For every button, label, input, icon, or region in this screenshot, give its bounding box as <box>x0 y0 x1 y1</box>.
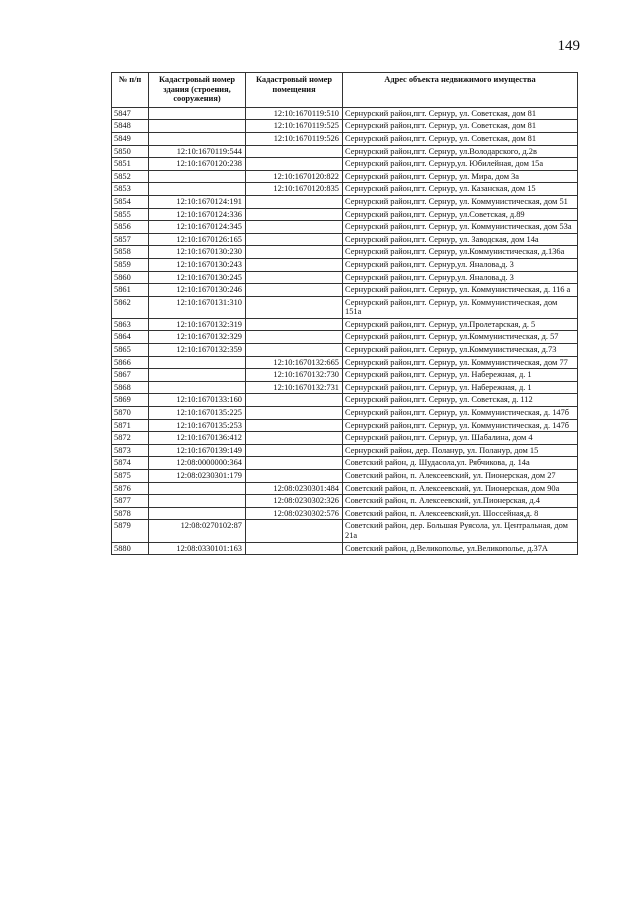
object-address: Сернурский район,пгт. Сернур, ул.Володарского, д.2в <box>343 145 578 158</box>
row-number: 5864 <box>112 331 149 344</box>
object-address: Сернурский район,пгт. Сернур, ул. Советская, дом 81 <box>343 132 578 145</box>
header-building-cadastral: Кадастровый номер здания (строения, сооружения) <box>149 73 246 108</box>
building-cadastral-number <box>149 356 246 369</box>
building-cadastral-number <box>149 495 246 508</box>
room-cadastral-number <box>246 444 343 457</box>
object-address: Сернурский район,пгт. Сернур, ул.Коммунистическая, д.136а <box>343 246 578 259</box>
object-address: Сернурский район,пгт. Сернур, ул. Советская, дом 81 <box>343 107 578 120</box>
building-cadastral-number <box>149 369 246 382</box>
object-address: Сернурский район,пгт. Сернур, ул. Набережная, д. 1 <box>343 381 578 394</box>
row-number: 5861 <box>112 284 149 297</box>
room-cadastral-number <box>246 470 343 483</box>
building-cadastral-number: 12:10:1670130:245 <box>149 271 246 284</box>
property-register-table <box>111 72 578 555</box>
room-cadastral-number <box>246 284 343 297</box>
row-number: 5868 <box>112 381 149 394</box>
room-cadastral-number: 12:08:0230302:326 <box>246 495 343 508</box>
row-number: 5852 <box>112 170 149 183</box>
object-address: Сернурский район,пгт. Сернур, ул. Коммунистическая, дом 51 <box>343 195 578 208</box>
table-row <box>112 284 578 297</box>
table-row <box>112 132 578 145</box>
building-cadastral-number: 12:10:1670133:160 <box>149 394 246 407</box>
row-number: 5876 <box>112 482 149 495</box>
building-cadastral-number <box>149 120 246 133</box>
table-row <box>112 542 578 555</box>
room-cadastral-number: 12:10:1670132:731 <box>246 381 343 394</box>
row-number: 5849 <box>112 132 149 145</box>
building-cadastral-number: 12:10:1670124:336 <box>149 208 246 221</box>
row-number: 5879 <box>112 520 149 542</box>
room-cadastral-number <box>246 457 343 470</box>
row-number: 5871 <box>112 419 149 432</box>
building-cadastral-number: 12:10:1670126:165 <box>149 233 246 246</box>
room-cadastral-number <box>246 520 343 542</box>
building-cadastral-number: 12:10:1670130:230 <box>149 246 246 259</box>
row-number: 5863 <box>112 318 149 331</box>
room-cadastral-number: 12:10:1670132:730 <box>246 369 343 382</box>
object-address: Сернурский район,пгт. Сернур, ул. Казанская, дом 15 <box>343 183 578 196</box>
building-cadastral-number <box>149 170 246 183</box>
building-cadastral-number <box>149 507 246 520</box>
table-row <box>112 271 578 284</box>
room-cadastral-number <box>246 158 343 171</box>
building-cadastral-number: 12:10:1670119:544 <box>149 145 246 158</box>
header-room-cadastral: Кадастровый номер помещения <box>246 73 343 108</box>
row-number: 5867 <box>112 369 149 382</box>
object-address: Сернурский район,пгт. Сернур, ул. Коммунистическая, дом 53а <box>343 221 578 234</box>
object-address: Сернурский район,пгт. Сернур, ул. Шабалина, дом 4 <box>343 432 578 445</box>
table-row <box>112 369 578 382</box>
building-cadastral-number: 12:10:1670132:359 <box>149 344 246 357</box>
table-row <box>112 107 578 120</box>
room-cadastral-number <box>246 331 343 344</box>
table-row <box>112 444 578 457</box>
room-cadastral-number <box>246 296 343 318</box>
room-cadastral-number: 12:10:1670120:835 <box>246 183 343 196</box>
room-cadastral-number <box>246 407 343 420</box>
table-row <box>112 381 578 394</box>
row-number: 5848 <box>112 120 149 133</box>
table-row <box>112 457 578 470</box>
row-number: 5873 <box>112 444 149 457</box>
object-address: Сернурский район,пгт. Сернур, ул. Мира, дом 3а <box>343 170 578 183</box>
table-row <box>112 258 578 271</box>
table-row <box>112 344 578 357</box>
object-address: Сернурский район,пгт. Сернур, ул.Пролетарская, д. 5 <box>343 318 578 331</box>
object-address: Сернурский район,пгт. Сернур, ул.Коммунистическая, д.73 <box>343 344 578 357</box>
building-cadastral-number <box>149 381 246 394</box>
building-cadastral-number <box>149 183 246 196</box>
table-row <box>112 158 578 171</box>
object-address: Сернурский район,пгт. Сернур, ул. Коммунистическая, д. 147б <box>343 407 578 420</box>
object-address: Сернурский район,пгт. Сернур, ул.Советская, д.89 <box>343 208 578 221</box>
row-number: 5874 <box>112 457 149 470</box>
room-cadastral-number <box>246 246 343 259</box>
building-cadastral-number: 12:10:1670130:246 <box>149 284 246 297</box>
object-address: Сернурский район,пгт. Сернур, ул. Заводская, дом 14а <box>343 233 578 246</box>
object-address: Советский район, д. Шудасола,ул. Рябчикова, д. 14а <box>343 457 578 470</box>
building-cadastral-number <box>149 107 246 120</box>
row-number: 5851 <box>112 158 149 171</box>
room-cadastral-number <box>246 344 343 357</box>
row-number: 5860 <box>112 271 149 284</box>
object-address: Сернурский район,пгт. Сернур, ул. Коммунистическая, д. 116 а <box>343 284 578 297</box>
object-address: Сернурский район,пгт. Сернур, ул. Набережная, д. 1 <box>343 369 578 382</box>
row-number: 5866 <box>112 356 149 369</box>
row-number: 5850 <box>112 145 149 158</box>
room-cadastral-number <box>246 432 343 445</box>
table-row <box>112 520 578 542</box>
row-number: 5856 <box>112 221 149 234</box>
building-cadastral-number: 12:08:0270102:87 <box>149 520 246 542</box>
row-number: 5865 <box>112 344 149 357</box>
table-row <box>112 482 578 495</box>
room-cadastral-number: 12:10:1670119:510 <box>246 107 343 120</box>
room-cadastral-number <box>246 221 343 234</box>
row-number: 5859 <box>112 258 149 271</box>
building-cadastral-number: 12:08:0000000:364 <box>149 457 246 470</box>
room-cadastral-number: 12:10:1670119:526 <box>246 132 343 145</box>
row-number: 5857 <box>112 233 149 246</box>
row-number: 5847 <box>112 107 149 120</box>
table-row <box>112 221 578 234</box>
object-address: Советский район, д.Великополье, ул.Великополье, д.37А <box>343 542 578 555</box>
room-cadastral-number <box>246 394 343 407</box>
building-cadastral-number: 12:10:1670120:238 <box>149 158 246 171</box>
table-row <box>112 394 578 407</box>
row-number: 5875 <box>112 470 149 483</box>
row-number: 5853 <box>112 183 149 196</box>
row-number: 5870 <box>112 407 149 420</box>
row-number: 5854 <box>112 195 149 208</box>
object-address: Советский район, п. Алексеевский,ул. Шоссейная,д. 8 <box>343 507 578 520</box>
room-cadastral-number <box>246 258 343 271</box>
object-address: Сернурский район,пгт. Сернур, ул. Советская, д. 112 <box>343 394 578 407</box>
table-row <box>112 120 578 133</box>
header-address: Адрес объекта недвижимого имущества <box>343 73 578 108</box>
room-cadastral-number: 12:10:1670120:822 <box>246 170 343 183</box>
building-cadastral-number: 12:10:1670132:329 <box>149 331 246 344</box>
building-cadastral-number <box>149 132 246 145</box>
room-cadastral-number <box>246 542 343 555</box>
table-row <box>112 296 578 318</box>
table-row <box>112 419 578 432</box>
room-cadastral-number <box>246 318 343 331</box>
table-row <box>112 356 578 369</box>
object-address: Сернурский район, дер. Поланур, ул. Поланур, дом 15 <box>343 444 578 457</box>
building-cadastral-number: 12:08:0230301:179 <box>149 470 246 483</box>
row-number: 5880 <box>112 542 149 555</box>
object-address: Сернурский район,пгт. Сернур, ул.Коммунистическая, д. 57 <box>343 331 578 344</box>
building-cadastral-number: 12:10:1670130:243 <box>149 258 246 271</box>
object-address: Советский район, п. Алексеевский, ул. Пионерская, дом 90а <box>343 482 578 495</box>
table-row <box>112 318 578 331</box>
table-row <box>112 331 578 344</box>
header-row-number: № п/п <box>112 73 149 108</box>
building-cadastral-number: 12:10:1670136:412 <box>149 432 246 445</box>
table-row <box>112 246 578 259</box>
table-row <box>112 470 578 483</box>
building-cadastral-number: 12:08:0330101:163 <box>149 542 246 555</box>
row-number: 5878 <box>112 507 149 520</box>
building-cadastral-number: 12:10:1670131:310 <box>149 296 246 318</box>
table-row <box>112 495 578 508</box>
table-row <box>112 233 578 246</box>
room-cadastral-number: 12:08:0230301:484 <box>246 482 343 495</box>
table-row <box>112 145 578 158</box>
page-number: 149 <box>557 38 580 54</box>
object-address: Сернурский район,пгт. Сернур, ул. Коммунистическая, дом 77 <box>343 356 578 369</box>
room-cadastral-number <box>246 233 343 246</box>
table-row <box>112 170 578 183</box>
building-cadastral-number: 12:10:1670132:319 <box>149 318 246 331</box>
object-address: Сернурский район,пгт. Сернур, ул. Коммунистическая, дом 151а <box>343 296 578 318</box>
room-cadastral-number <box>246 419 343 432</box>
object-address: Сернурский район,пгт. Сернур, ул. Коммунистическая, д. 147б <box>343 419 578 432</box>
object-address: Сернурский район,пгт. Сернур,ул. Яналова,д. 3 <box>343 271 578 284</box>
row-number: 5872 <box>112 432 149 445</box>
building-cadastral-number: 12:10:1670124:191 <box>149 195 246 208</box>
object-address: Сернурский район,пгт. Сернур,ул. Яналова,д. 3 <box>343 258 578 271</box>
row-number: 5869 <box>112 394 149 407</box>
building-cadastral-number: 12:10:1670124:345 <box>149 221 246 234</box>
row-number: 5858 <box>112 246 149 259</box>
room-cadastral-number: 12:10:1670119:525 <box>246 120 343 133</box>
table-row <box>112 432 578 445</box>
room-cadastral-number: 12:10:1670132:665 <box>246 356 343 369</box>
object-address: Сернурский район,пгт. Сернур,ул. Юбилейная, дом 15а <box>343 158 578 171</box>
room-cadastral-number <box>246 208 343 221</box>
table-row <box>112 195 578 208</box>
row-number: 5877 <box>112 495 149 508</box>
building-cadastral-number: 12:10:1670135:225 <box>149 407 246 420</box>
object-address: Советский район, п. Алексеевский, ул.Пионерская, д.4 <box>343 495 578 508</box>
object-address: Советский район, дер. Большая Руясола, ул. Центральная, дом 21а <box>343 520 578 542</box>
table-header <box>112 73 578 108</box>
building-cadastral-number <box>149 482 246 495</box>
table-row <box>112 407 578 420</box>
table-row <box>112 208 578 221</box>
room-cadastral-number <box>246 195 343 208</box>
building-cadastral-number: 12:10:1670139:149 <box>149 444 246 457</box>
table-row <box>112 183 578 196</box>
table-row <box>112 507 578 520</box>
object-address: Сернурский район,пгт. Сернур, ул. Советская, дом 81 <box>343 120 578 133</box>
table-body <box>112 107 578 554</box>
building-cadastral-number: 12:10:1670135:253 <box>149 419 246 432</box>
object-address: Советский район, п. Алексеевский, ул. Пионерская, дом 27 <box>343 470 578 483</box>
header-row <box>112 73 578 108</box>
room-cadastral-number: 12:08:0230302:576 <box>246 507 343 520</box>
room-cadastral-number <box>246 145 343 158</box>
row-number: 5855 <box>112 208 149 221</box>
row-number: 5862 <box>112 296 149 318</box>
room-cadastral-number <box>246 271 343 284</box>
